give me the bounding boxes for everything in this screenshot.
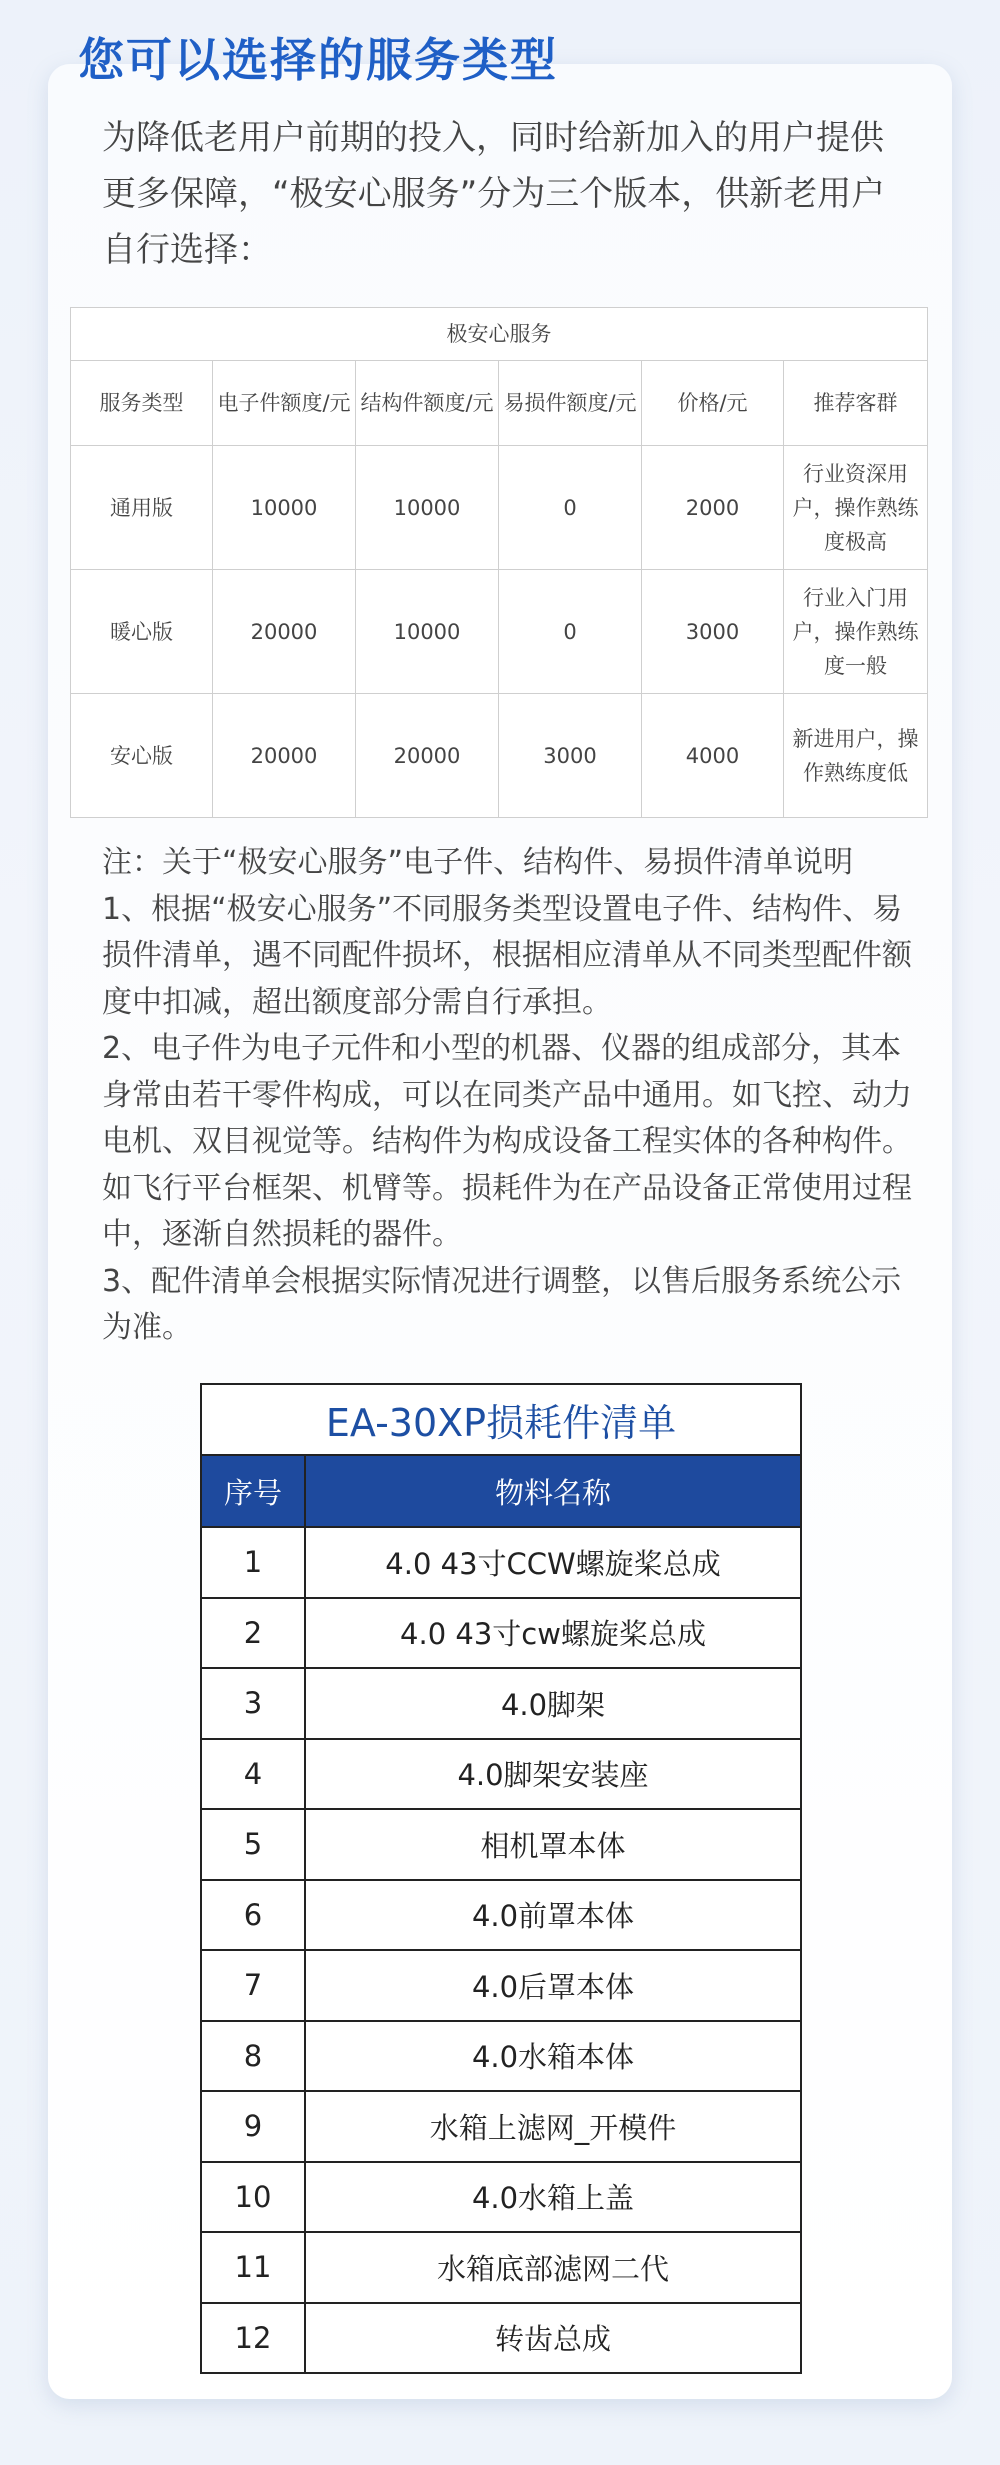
note-item: 2、电子件为电子元件和小型的机器、仪器的组成部分，其本身常由若干零件构成，可以在同类产品中通用。如飞控、动力电机、双目视觉等。结构件为构成设备工程实体的各种构件。如飞行平台框架、机臂等。损耗件为在产品设备正常使用过程中，逐渐自然损耗的器件。 bbox=[102, 1031, 912, 1252]
audience-cell: 新进用户，操作熟练度低 bbox=[784, 694, 928, 818]
part-name-cell: 水箱上滤网_开模件 bbox=[305, 2091, 801, 2162]
table-cell: 10000 bbox=[213, 446, 356, 570]
parts-list-title: EA-30XP损耗件清单 bbox=[201, 1384, 801, 1455]
part-name-cell: 4.0后罩本体 bbox=[305, 1950, 801, 2021]
audience-cell: 行业入门用户，操作熟练度一般 bbox=[784, 570, 928, 694]
note-item: 3、配件清单会根据实际情况进行调整，以售后服务系统公示为准。 bbox=[102, 1263, 902, 1345]
part-name-cell: 转齿总成 bbox=[305, 2303, 801, 2374]
table-row bbox=[201, 1809, 801, 1880]
part-name-cell: 水箱底部滤网二代 bbox=[305, 2232, 801, 2303]
table-cell: 0 bbox=[499, 570, 642, 694]
part-name-cell: 4.0 43寸CCW螺旋桨总成 bbox=[305, 1527, 801, 1598]
part-name-cell: 4.0脚架 bbox=[305, 1668, 801, 1739]
part-name-cell: 4.0水箱本体 bbox=[305, 2021, 801, 2092]
part-name-cell: 相机罩本体 bbox=[305, 1809, 801, 1880]
part-name-cell: 4.0 43寸cw螺旋桨总成 bbox=[305, 1598, 801, 1669]
index-cell: 3 bbox=[201, 1668, 305, 1739]
index-cell: 6 bbox=[201, 1880, 305, 1951]
table-cell: 10000 bbox=[356, 446, 499, 570]
index-cell: 11 bbox=[201, 2232, 305, 2303]
page-title: 您可以选择的服务类型 bbox=[78, 33, 558, 87]
header-cell: 推荐客群 bbox=[784, 361, 928, 446]
index-cell: 4 bbox=[201, 1739, 305, 1810]
index-cell: 1 bbox=[201, 1527, 305, 1598]
table-row bbox=[201, 2303, 801, 2374]
table-row bbox=[201, 1598, 801, 1669]
table-cell: 20000 bbox=[356, 694, 499, 818]
header-cell: 服务类型 bbox=[71, 361, 213, 446]
table-cell: 0 bbox=[499, 446, 642, 570]
note-item: 1、根据“极安心服务”不同服务类型设置电子件、结构件、易损件清单，遇不同配件损坏，根据相应清单从不同类型配件额度中扣减，超出额度部分需自行承担。 bbox=[102, 891, 912, 1020]
audience-cell: 行业资深用户，操作熟练度极高 bbox=[784, 446, 928, 570]
price-cell: 4000 bbox=[642, 694, 784, 818]
header-cell: 易损件额度/元 bbox=[499, 361, 642, 446]
header-cell: 序号 bbox=[201, 1455, 305, 1527]
part-name-cell: 4.0前罩本体 bbox=[305, 1880, 801, 1951]
service-table bbox=[70, 307, 928, 818]
parts-list-header bbox=[201, 1455, 801, 1527]
table-row bbox=[201, 2232, 801, 2303]
header-cell: 结构件额度/元 bbox=[356, 361, 499, 446]
index-cell: 12 bbox=[201, 2303, 305, 2374]
header-cell: 价格/元 bbox=[642, 361, 784, 446]
table-row bbox=[201, 2091, 801, 2162]
service-table-header bbox=[71, 361, 928, 446]
parts-list-table bbox=[200, 1383, 802, 2374]
header-cell: 电子件额度/元 bbox=[213, 361, 356, 446]
index-cell: 7 bbox=[201, 1950, 305, 2021]
part-name-cell: 4.0脚架安装座 bbox=[305, 1739, 801, 1810]
index-cell: 2 bbox=[201, 1598, 305, 1669]
index-cell: 8 bbox=[201, 2021, 305, 2092]
table-cell: 20000 bbox=[213, 570, 356, 694]
service-type-cell: 通用版 bbox=[71, 446, 213, 570]
table-row bbox=[201, 1668, 801, 1739]
header-cell: 物料名称 bbox=[305, 1455, 801, 1527]
table-row bbox=[71, 446, 928, 570]
intro-paragraph: 为降低老用户前期的投入，同时给新加入的用户提供更多保障，“极安心服务”分为三个版本，供新老用户自行选择： bbox=[102, 118, 886, 270]
table-cell: 3000 bbox=[499, 694, 642, 818]
table-row bbox=[201, 1739, 801, 1810]
service-type-cell: 安心版 bbox=[71, 694, 213, 818]
table-cell: 10000 bbox=[356, 570, 499, 694]
index-cell: 5 bbox=[201, 1809, 305, 1880]
price-cell: 3000 bbox=[642, 570, 784, 694]
note-heading: 注：关于“极安心服务”电子件、结构件、易损件清单说明 bbox=[102, 845, 854, 880]
table-row bbox=[71, 570, 928, 694]
index-cell: 10 bbox=[201, 2162, 305, 2233]
table-row bbox=[201, 1950, 801, 2021]
part-name-cell: 4.0水箱上盖 bbox=[305, 2162, 801, 2233]
index-cell: 9 bbox=[201, 2091, 305, 2162]
table-row bbox=[71, 694, 928, 818]
table-row bbox=[201, 1880, 801, 1951]
service-type-cell: 暖心版 bbox=[71, 570, 213, 694]
table-row bbox=[201, 2021, 801, 2092]
table-row bbox=[201, 2162, 801, 2233]
price-cell: 2000 bbox=[642, 446, 784, 570]
table-cell: 20000 bbox=[213, 694, 356, 818]
service-table-caption: 极安心服务 bbox=[71, 308, 928, 361]
notes-section bbox=[102, 840, 912, 1352]
table-row bbox=[201, 1527, 801, 1598]
